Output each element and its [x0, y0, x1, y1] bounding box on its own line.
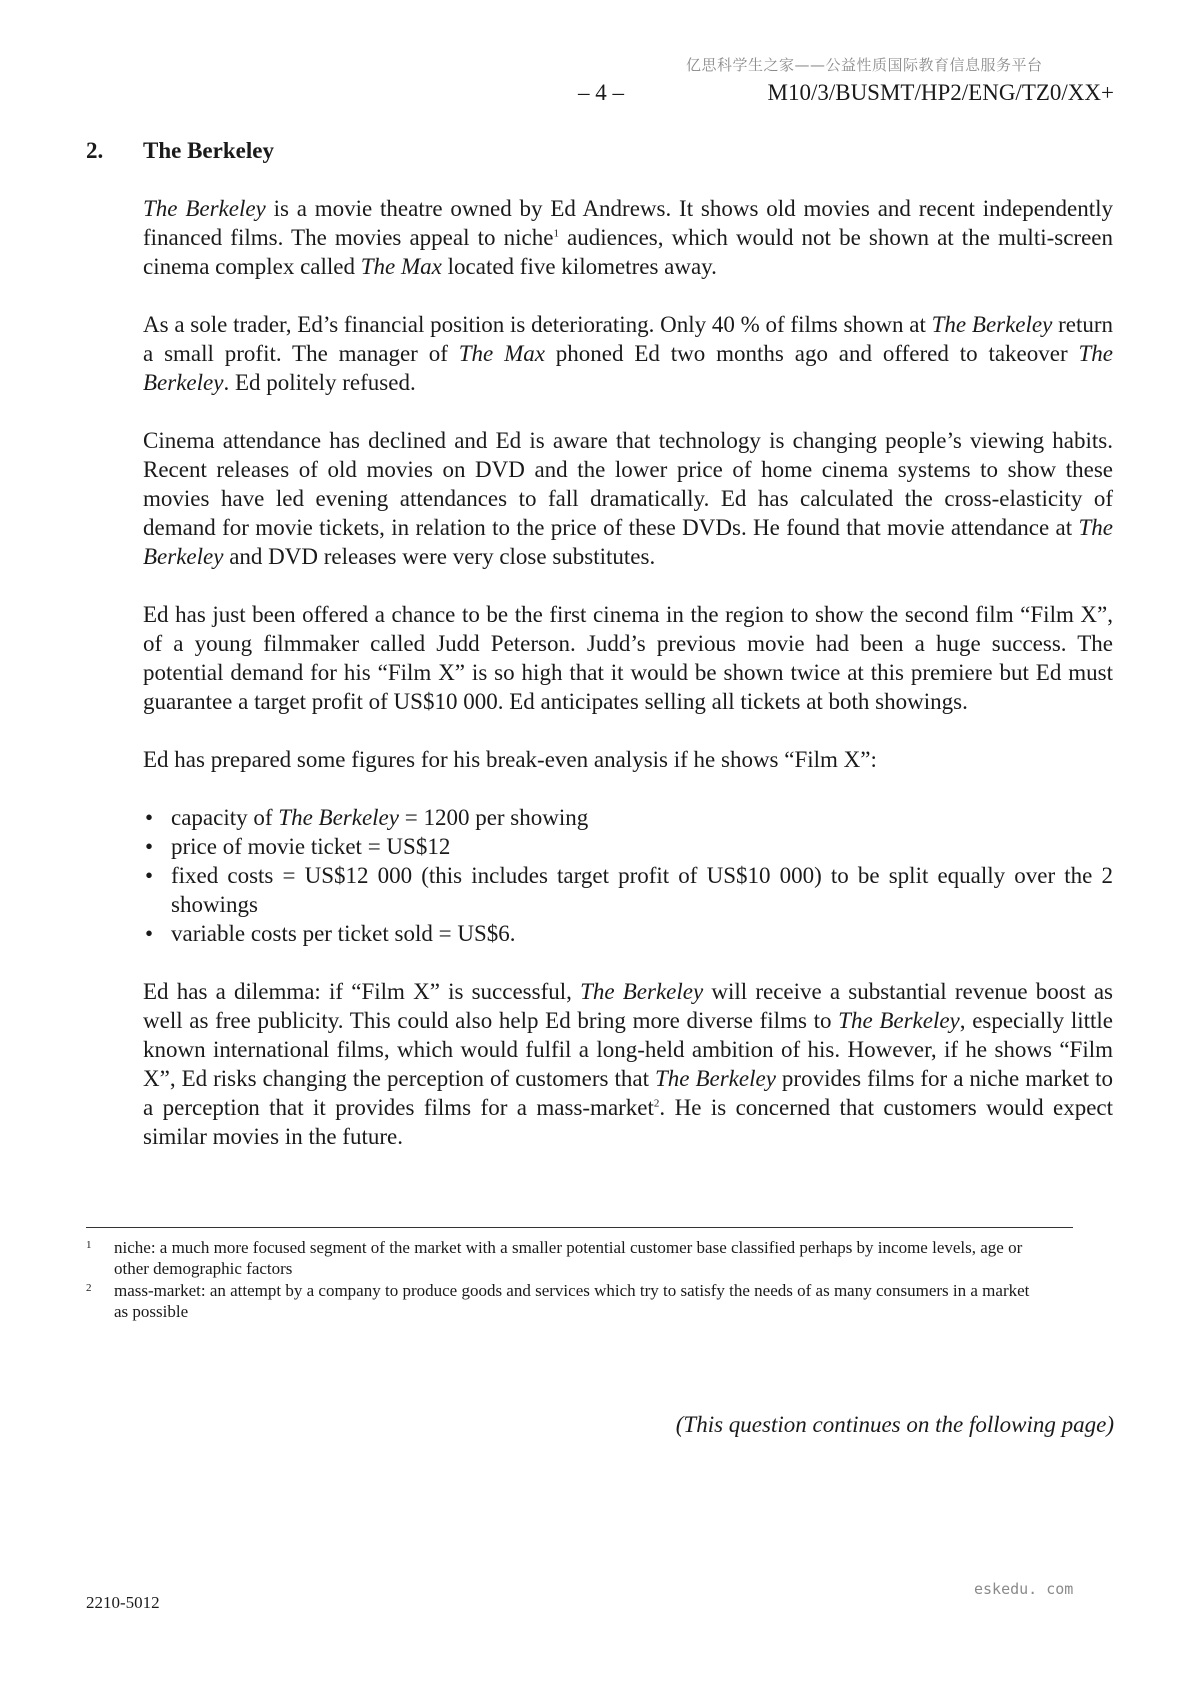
- paragraph-1: The Berkeley is a movie theatre owned by Ed Andrews. It shows old movies and recent independently financed films. The movies appeal to niche$^1$ audiences, which would not be shown at the multi-screen cinema complex called The Max located five kilometres away.: [143, 196, 1113, 279]
- question-body: [143, 194, 1113, 1180]
- document-id: 2210-5012: [86, 1593, 160, 1612]
- case-name: The Berkeley: [143, 196, 266, 221]
- footnote-ref-2: 2: [653, 1097, 660, 1110]
- footnote: [86, 1237, 1046, 1279]
- header-watermark: 亿思科学生之家——公益性质国际教育信息服务平台: [686, 56, 1043, 74]
- footnote-text: mass-market: an attempt by a company to produce goods and services which try to satisfy the needs of as many consumers in a market as possible: [114, 1281, 1030, 1321]
- footnote-mark: 1: [86, 1239, 92, 1251]
- footnote-mark: 2: [86, 1282, 92, 1294]
- footnote-text: niche: a much more focused segment of the market with a smaller potential customer base classified perhaps by income levels, age or other demographic factors: [114, 1238, 1023, 1278]
- paragraph-6: Ed has a dilemma: if “Film X” is successful, The Berkeley will receive a substantial revenue boost as well as free publicity. This could also help Ed bring more diverse films to The Berkeley, especially little known international films, which would fulfil a long-held ambition of his. However, if he shows “Film X”, Ed risks changing the perception of customers that The Berkeley provides films for a niche market to a perception that it provides films for a mass-market$^2$. He is concerned that customers would expect similar movies in the future.: [143, 979, 1114, 1149]
- question-title: The Berkeley: [143, 138, 274, 163]
- list-item: • variable costs per ticket sold = US$6.: [143, 919, 1113, 948]
- paragraph-4: Ed has just been offered a chance to be the first cinema in the region to show the second film “Film X”, of a young filmmaker called Judd Peterson. Judd’s previous movie had been a huge success. The potential demand for his “Film X” is so high that it would be shown twice at this premiere but Ed must guarantee a target profit of US$10 000. Ed anticipates selling all tickets at both showings.: [143, 602, 1113, 714]
- page-number: – 4 –: [578, 80, 624, 105]
- paragraph-2: As a sole trader, Ed’s financial position is deteriorating. Only 40 % of films shown at The Berkeley return a small profit. The manager of The Max phoned Ed two months ago and offered to takeover The Berkeley. Ed politely refused.: [143, 312, 1113, 395]
- continuation-note: (This question continues on the following page): [675, 1412, 1114, 1437]
- paragraph-3: Cinema attendance has declined and Ed is aware that technology is changing people’s viewing habits. Recent releases of old movies on DVD and the lower price of home cinema systems to show these movies have led evening attendances to fall dramatically. Ed has calculated the cross-elasticity of demand for movie tickets, in relation to the price of these DVDs. He found that movie attendance at The Berkeley and DVD releases were very close substitutes.: [143, 428, 1113, 569]
- footnote: [86, 1280, 1046, 1322]
- breakeven-figures-list: [143, 803, 1113, 948]
- paper-code: M10/3/BUSMT/HP2/ENG/TZ0/XX+: [767, 80, 1114, 105]
- footnote-divider: [86, 1227, 1073, 1228]
- list-item: • capacity of The Berkeley = 1200 per showing: [143, 803, 1113, 832]
- footnotes: [86, 1237, 1046, 1323]
- footnote-ref-1: 1: [553, 227, 559, 240]
- question-number: 2.: [86, 138, 104, 163]
- footer-watermark: eskedu. com: [974, 1580, 1074, 1598]
- list-item: • price of movie ticket = US$12: [143, 832, 1113, 861]
- list-item: • fixed costs = US$12 000 (this includes target profit of US$10 000) to be split equally over the 2 showings: [143, 861, 1113, 919]
- paragraph-5-intro: Ed has prepared some figures for his break-even analysis if he shows “Film X”:: [143, 747, 877, 772]
